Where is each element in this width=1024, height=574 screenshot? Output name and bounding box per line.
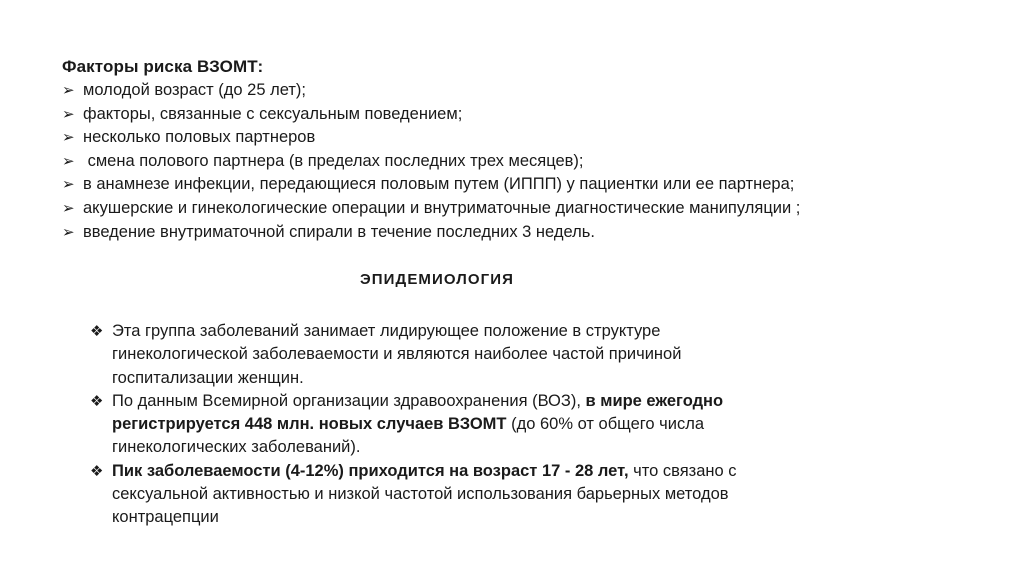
epidemiology-item: ❖ Эта группа заболеваний занимает лидирующее положение в структуре гинекологической заболеваемости и являются наиболее частой причиной госпитализации женщин. (90, 322, 682, 387)
risk-factor-item: ➢ смена полового партнера (в пределах последних трех месяцев); (62, 150, 1002, 174)
arrow-bullet-icon: ➢ (62, 223, 75, 241)
epidemiology-title: ЭПИДЕМИОЛОГИЯ (360, 271, 515, 288)
epidemiology-item: ❖ По данным Всемирной организации здравоохранения (ВОЗ), в мире ежегодно регистрируется 448 млн. новых случаев ВЗОМТ (до 60% от общего числа гинекологических заболеваний). (90, 391, 724, 457)
diamond-bullet-icon: ❖ (90, 392, 104, 410)
arrow-bullet-icon: ➢ (62, 152, 75, 170)
risk-factor-item: ➢ несколько половых партнеров (62, 126, 1002, 150)
arrow-bullet-icon: ➢ (62, 199, 75, 217)
risk-factor-item: ➢ факторы, связанные с сексуальным поведением; (62, 103, 1002, 127)
epidemiology-list (90, 320, 870, 530)
risk-factor-item: ➢ акушерские и гинекологические операции и внутриматочные диагностические манипуляции ; (62, 197, 1002, 221)
diamond-bullet-icon: ❖ (90, 323, 104, 340)
arrow-bullet-icon: ➢ (62, 105, 75, 123)
risk-factor-item: ➢ в анамнезе инфекции, передающиеся половым путем (ИППП) у пациентки или ее партнера; (62, 173, 1002, 197)
epidemiology-section (90, 320, 870, 530)
risk-factor-item: ➢ молодой возраст (до 25 лет); (62, 79, 1002, 103)
risk-factor-item: ➢ введение внутриматочной спирали в течение последних 3 недель. (62, 221, 1002, 245)
risk-factors-section (62, 56, 1002, 244)
arrow-bullet-icon: ➢ (62, 176, 75, 194)
arrow-bullet-icon: ➢ (62, 82, 75, 99)
risk-factors-title: Факторы риска ВЗОМТ: (62, 57, 264, 76)
risk-factors-list (62, 79, 1002, 244)
arrow-bullet-icon: ➢ (62, 129, 75, 147)
epidemiology-item: ❖ Пик заболеваемости (4-12%) приходится на возраст 17 - 28 лет, что связано с сексуальной активностью и низкой частотой использования барьерных методов контрацепции (90, 461, 737, 527)
diamond-bullet-icon: ❖ (90, 462, 104, 480)
